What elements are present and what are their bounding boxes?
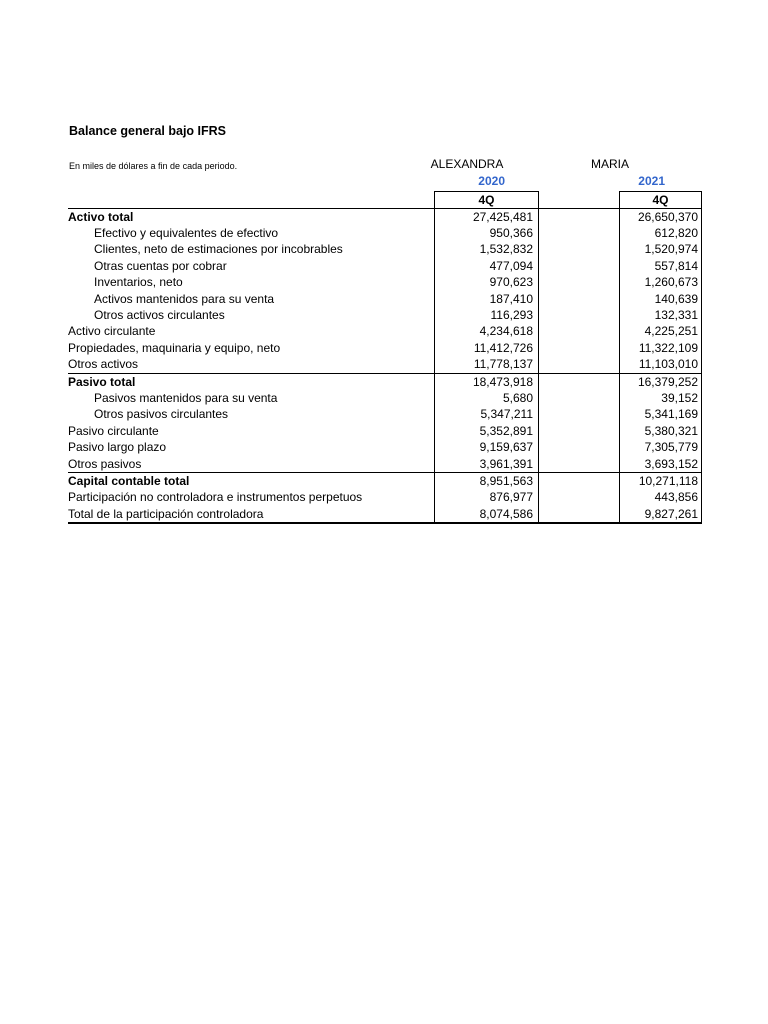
value-alexandra: 11,412,726 xyxy=(435,340,539,356)
quarter-header-row xyxy=(68,192,702,209)
row-label: Propiedades, maquinaria y equipo, neto xyxy=(68,340,281,355)
value-alexandra: 477,094 xyxy=(435,258,539,274)
row-label: Otros activos xyxy=(68,357,139,372)
row-label: Pasivo largo plazo xyxy=(68,440,167,455)
value-maria: 132,331 xyxy=(620,307,702,323)
value-maria: 5,380,321 xyxy=(620,423,702,439)
value-maria: 4,225,251 xyxy=(620,324,702,340)
document-title: Balance general bajo IFRS xyxy=(69,124,226,138)
table-row xyxy=(68,340,702,356)
company-name-maria: MARIA xyxy=(590,157,629,171)
value-maria: 5,341,169 xyxy=(620,407,702,423)
value-maria: 11,322,109 xyxy=(620,340,702,356)
row-label: Efectivo y equivalentes de efectivo xyxy=(94,226,279,241)
value-alexandra: 970,623 xyxy=(435,275,539,291)
row-label: Pasivo circulante xyxy=(68,423,159,438)
value-alexandra: 5,352,891 xyxy=(435,423,539,439)
value-maria: 9,827,261 xyxy=(620,506,702,523)
table-row xyxy=(68,373,702,390)
row-label: Activo circulante xyxy=(68,324,156,339)
value-alexandra: 3,961,391 xyxy=(435,456,539,473)
row-label: Total de la participación controladora xyxy=(68,506,435,523)
value-maria: 11,103,010 xyxy=(620,357,702,374)
table-row xyxy=(68,275,702,291)
table-row xyxy=(68,439,702,455)
table-row xyxy=(68,473,702,490)
table-row xyxy=(68,324,702,340)
value-maria: 140,639 xyxy=(620,291,702,307)
table-row xyxy=(68,456,702,473)
value-maria: 3,693,152 xyxy=(620,456,702,473)
value-maria: 1,520,974 xyxy=(620,242,702,258)
row-label: Activos mantenidos para su venta xyxy=(94,291,275,306)
value-maria: 7,305,779 xyxy=(620,439,702,455)
value-alexandra: 18,473,918 xyxy=(435,373,539,390)
table-row xyxy=(68,291,702,307)
table-row xyxy=(68,209,702,226)
table-row xyxy=(68,407,702,423)
row-label: Clientes, neto de estimaciones por incobrables xyxy=(94,242,343,257)
table-row xyxy=(68,225,702,241)
table-row xyxy=(68,242,702,258)
table-row xyxy=(68,490,702,506)
quarter-header-maria: 4Q xyxy=(620,192,702,209)
value-alexandra: 9,159,637 xyxy=(435,439,539,455)
year-alexandra: 2020 xyxy=(478,174,505,188)
value-alexandra: 5,680 xyxy=(435,390,539,406)
value-maria: 10,271,118 xyxy=(620,473,702,490)
row-label: Pasivo total xyxy=(68,373,435,390)
value-maria: 557,814 xyxy=(620,258,702,274)
row-label: Otros activos circulantes xyxy=(94,308,225,323)
value-maria: 1,260,673 xyxy=(620,275,702,291)
table-row xyxy=(68,390,702,406)
company-name-alexandra: ALEXANDRA xyxy=(430,157,504,171)
value-alexandra: 8,951,563 xyxy=(435,473,539,490)
row-label: Participación no controladora e instrumentos perpetuos xyxy=(68,490,363,505)
row-label: Otros pasivos xyxy=(68,456,142,471)
units-note: En miles de dólares a fin de cada periodo. xyxy=(69,161,238,171)
row-label: Otros pasivos circulantes xyxy=(94,407,229,422)
value-maria: 26,650,370 xyxy=(620,209,702,226)
value-maria: 443,856 xyxy=(620,490,702,506)
row-label: Activo total xyxy=(68,209,435,226)
value-alexandra: 27,425,481 xyxy=(435,209,539,226)
value-alexandra: 11,778,137 xyxy=(435,357,539,374)
balance-sheet-table xyxy=(68,191,702,524)
value-maria: 16,379,252 xyxy=(620,373,702,390)
quarter-header-alexandra: 4Q xyxy=(435,192,539,209)
value-maria: 39,152 xyxy=(620,390,702,406)
year-maria: 2021 xyxy=(638,174,665,188)
value-alexandra: 116,293 xyxy=(435,307,539,323)
value-alexandra: 4,234,618 xyxy=(435,324,539,340)
table-row xyxy=(68,307,702,323)
value-alexandra: 950,366 xyxy=(435,225,539,241)
value-alexandra: 5,347,211 xyxy=(435,407,539,423)
row-label: Capital contable total xyxy=(68,473,435,490)
value-alexandra: 876,977 xyxy=(435,490,539,506)
value-alexandra: 8,074,586 xyxy=(435,506,539,523)
row-label: Otras cuentas por cobrar xyxy=(94,258,227,273)
row-label: Pasivos mantenidos para su venta xyxy=(94,390,278,405)
table-row xyxy=(68,357,702,374)
table-row xyxy=(68,423,702,439)
value-alexandra: 187,410 xyxy=(435,291,539,307)
value-maria: 612,820 xyxy=(620,225,702,241)
table-row xyxy=(68,258,702,274)
value-alexandra: 1,532,832 xyxy=(435,242,539,258)
table-row xyxy=(68,506,702,523)
row-label: Inventarios, neto xyxy=(94,275,183,290)
